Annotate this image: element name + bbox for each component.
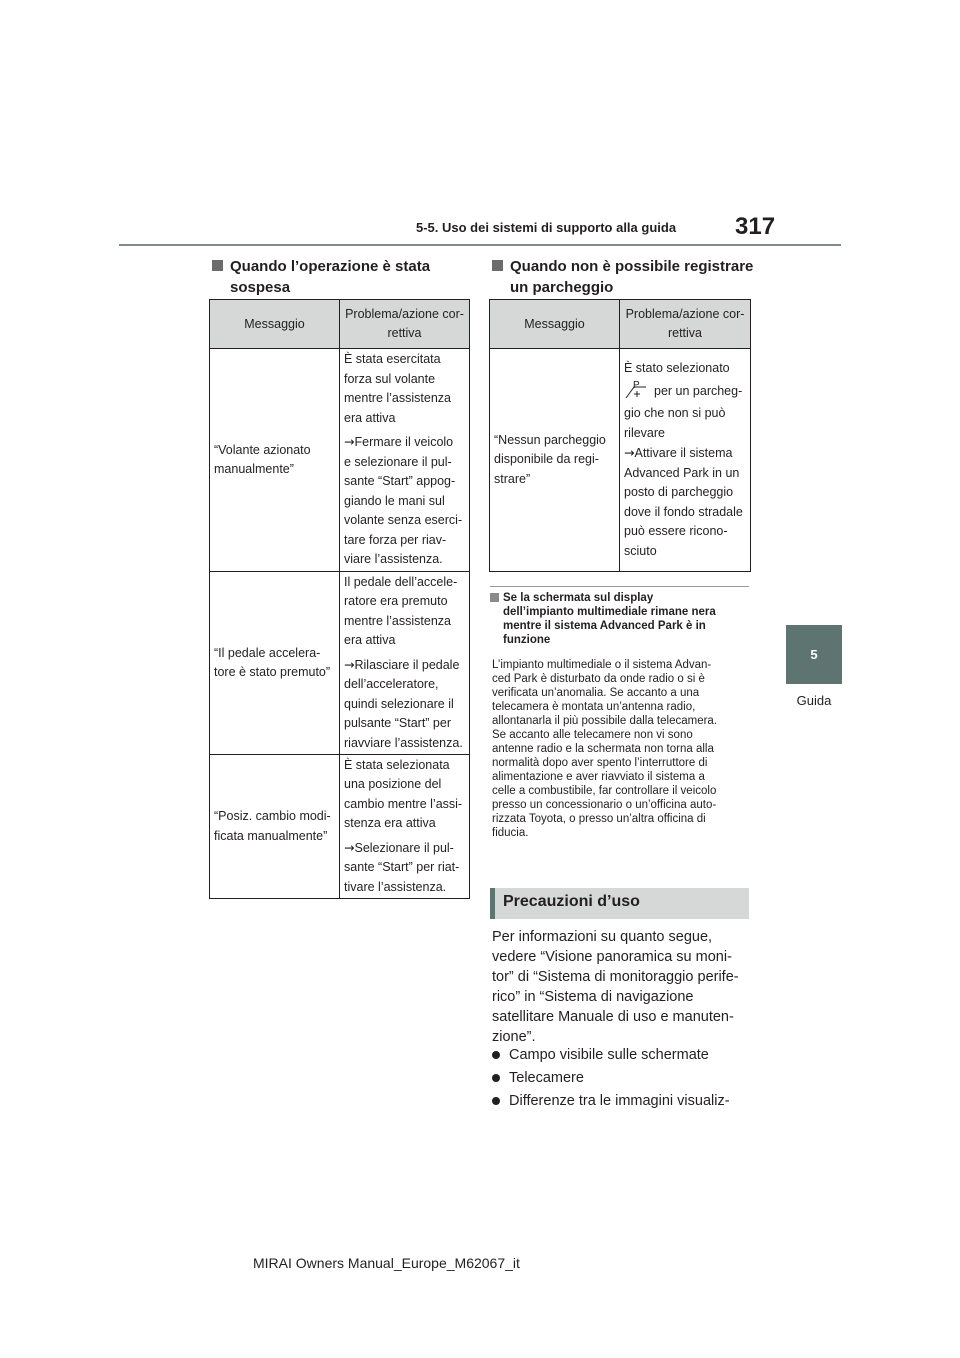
chapter-number: 5 (810, 647, 818, 662)
precautions-title: Precauzioni d’uso (503, 893, 640, 910)
column-header-problem: Problema/azione cor- rettiva (620, 300, 751, 349)
column-header-problem: Problema/azione cor- rettiva (340, 300, 470, 349)
message-cell: “Volante azionato manualmente” (210, 349, 340, 572)
precautions-body: Per informazioni su quanto segue, vedere “Visione panoramica su moni- tor” di “Sistema di monitoraggio perife- rico” in “Sistema di navigazione satellitare Manuale di uso e manuten- zione”. (492, 929, 739, 1045)
left-heading-line: Quando l’operazione è stata (230, 258, 431, 275)
column-header-message: Messaggio (490, 300, 620, 349)
chapter-label: Guida (796, 693, 832, 708)
section-title: 5-5. Uso dei sistemi di supporto alla guida (416, 220, 677, 235)
arrow-icon: → (624, 445, 635, 461)
message-cell: “Nessun parcheggio disponibile da regi- strare” (490, 349, 620, 572)
message-cell: “Posiz. cambio modi- ficata manualmente” (210, 755, 340, 899)
left-message-table (209, 299, 470, 899)
footer-text: MIRAI Owners Manual_Europe_M62067_it (253, 1255, 520, 1271)
bullet-icon (492, 1074, 500, 1082)
right-section-heading (492, 256, 762, 300)
table-row (210, 349, 470, 572)
problem-cell: È stata esercitata forza sul volante mentre l’assistenza era attiva →Fermare il veicolo e selezionare il pul- sante “Start” appog- giando le mani sul volante senza eserci- tare forza per riav- viare l’assistenza. (340, 349, 470, 572)
heading-square-icon (212, 260, 223, 271)
table-row (210, 755, 470, 899)
heading-square-icon (492, 260, 503, 271)
problem-cell: Il pedale dell’accele- ratore era premuto mentre l’assistenza era attiva →Rilasciare il pedale dell’acceleratore, quindi selezionare il pulsante “Start” per riavviare l’assistenza. (340, 572, 470, 755)
problem-cell: È stata selezionata una posizione del cambio mentre l’assi- stenza era attiva →Selezionare il pul- sante “Start” per riat- tivare l’assistenza. (340, 755, 470, 899)
bullet-icon (492, 1097, 500, 1105)
column-header-message: Messaggio (210, 300, 340, 349)
right-heading-line: Quando non è possibile registrare (510, 258, 754, 275)
left-section-heading (212, 256, 462, 300)
arrow-icon: → (344, 434, 355, 450)
header-rule (119, 244, 841, 246)
chapter-tab[interactable] (786, 625, 842, 684)
problem-cell: È stato selezionato P per un parcheg- gio che non si può rilevare →Attivare il sistema Advanced Park in un posto di parcheggio dove il fondo stradale può essere ricono- sciuto (620, 349, 751, 572)
heading-square-icon (490, 593, 499, 602)
divider (490, 586, 749, 587)
right-message-table (489, 299, 751, 572)
precautions-header (490, 888, 749, 919)
message-cell: “Il pedale accelera- tore è stato premuto” (210, 572, 340, 755)
bullet-icon (492, 1051, 500, 1059)
parking-space-icon (624, 379, 648, 399)
right-heading-line: un parcheggio (510, 279, 614, 296)
arrow-icon: → (344, 839, 355, 855)
table-row (490, 349, 751, 572)
note-body: L’impianto multimediale o il sistema Advan- ced Park è disturbato da onde radio o si è verificata un’anomalia. Se accanto a una telecamera è montata un’antenna radio, allontanarla il più possibile dalla telecamera. Se accanto alle telecamere non vi sono antenne radio e la schermata non torna alla normalità dopo aver spento l’interruttore di alimentazione e aver riavviato il sistema a celle a combustibile, far controllare il veicolo presso un concessionario o un’officina auto- rizzata Toyota, o presso un’altra officina di fiducia. (492, 659, 718, 839)
page-number: 317 (735, 213, 776, 240)
left-heading-line: sospesa (230, 279, 291, 296)
note-heading: Se la schermata sul display dell’impianto multimediale rimane nera mentre il sistema Advanced Park è in funzione (490, 591, 750, 647)
svg-text:P: P (633, 380, 640, 392)
arrow-icon: → (344, 656, 355, 672)
table-row (210, 572, 470, 755)
accent-bar (490, 888, 495, 919)
